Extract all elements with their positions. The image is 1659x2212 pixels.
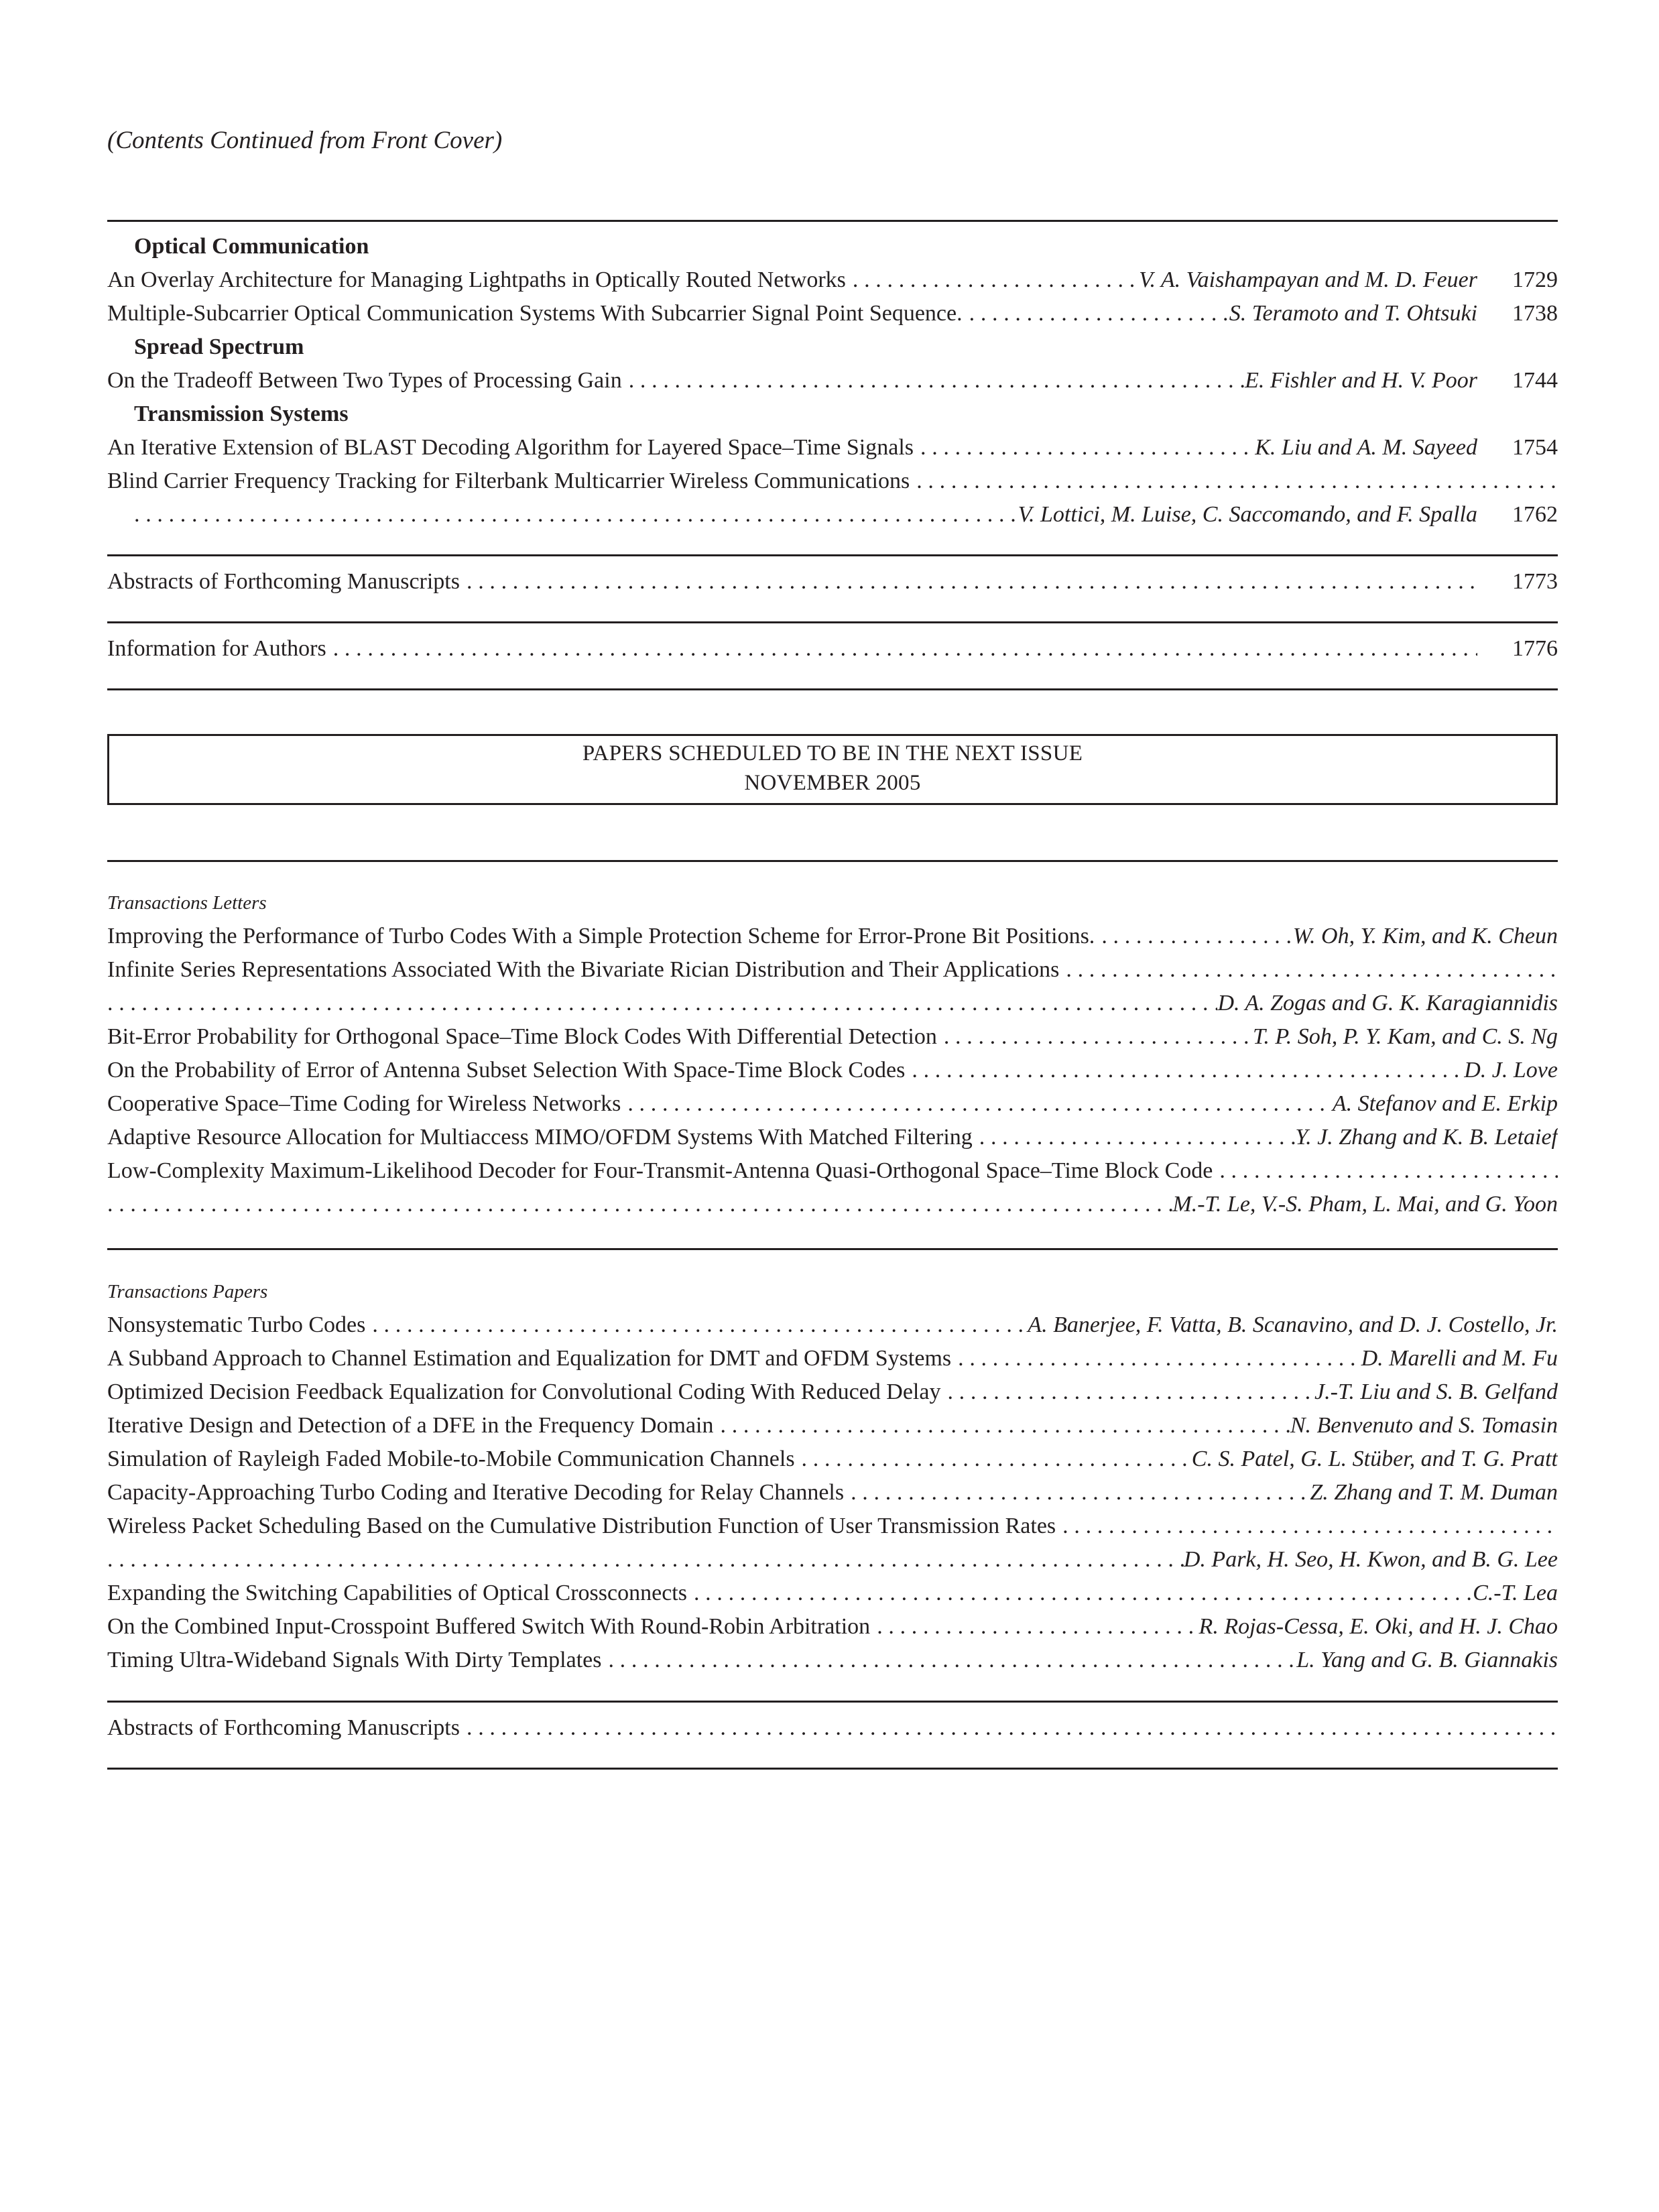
- toc-entry-title: On the Tradeoff Between Two Types of Processing Gain: [107, 368, 622, 393]
- scheduled-authors: C. S. Patel, G. L. Stüber, and T. G. Pratt: [1191, 1447, 1558, 1471]
- section-label-papers: Transactions Papers: [107, 1281, 268, 1302]
- toc-entry-title: Multiple-Subcarrier Optical Communication Systems With Subcarrier Signal Point Sequence.: [107, 301, 963, 326]
- scheduled-authors: M.-T. Le, V.-S. Pham, L. Mai, and G. Yoon: [1172, 1192, 1558, 1217]
- dot-leader: [107, 498, 1018, 532]
- section-heading-spread: Spread Spectrum: [134, 334, 304, 359]
- dot-leader: [714, 1409, 1290, 1442]
- scheduled-title: Cooperative Space–Time Coding for Wireless Networks: [107, 1091, 621, 1116]
- scheduled-paper[interactable]: [107, 1375, 1558, 1409]
- scheduled-letter-line2[interactable]: [107, 1188, 1558, 1221]
- toc-entry-title: An Iterative Extension of BLAST Decoding Algorithm for Layered Space–Time Signals: [107, 435, 914, 460]
- scheduled-paper[interactable]: [107, 1308, 1558, 1342]
- scheduled-paper[interactable]: [107, 1644, 1558, 1677]
- scheduled-authors: C.-T. Lea: [1473, 1581, 1558, 1605]
- scheduled-paper[interactable]: [107, 1442, 1558, 1476]
- dot-leader: [460, 1711, 1558, 1745]
- scheduled-title: Abstracts of Forthcoming Manuscripts: [107, 1715, 460, 1740]
- scheduled-paper[interactable]: [107, 1409, 1558, 1442]
- next-issue-date: NOVEMBER 2005: [744, 771, 921, 795]
- scheduled-letter[interactable]: [107, 1087, 1558, 1121]
- scheduled-letter-line2[interactable]: [107, 987, 1558, 1020]
- dot-leader: [460, 565, 1477, 599]
- dot-leader: [963, 297, 1229, 330]
- scheduled-letter[interactable]: [107, 1121, 1558, 1154]
- toc-entry-abstracts[interactable]: [107, 565, 1558, 599]
- divider: [107, 1248, 1558, 1250]
- dot-leader: [1056, 1510, 1558, 1543]
- dot-leader: [601, 1644, 1296, 1677]
- scheduled-title: Optimized Decision Feedback Equalization for Convolutional Coding With Reduced Delay: [107, 1379, 941, 1404]
- scheduled-title: Iterative Design and Detection of a DFE in the Frequency Domain: [107, 1413, 714, 1438]
- toc-entry-authors: S. Teramoto and T. Ohtsuki: [1229, 301, 1477, 326]
- toc-entry[interactable]: [107, 431, 1558, 465]
- scheduled-title: Expanding the Switching Capabilities of Optical Crossconnects: [107, 1581, 687, 1605]
- section-label-letters: Transactions Letters: [107, 892, 267, 914]
- toc-entry-page: 1776: [1512, 636, 1558, 661]
- scheduled-letter[interactable]: [107, 1054, 1558, 1087]
- scheduled-authors: D. Marelli and M. Fu: [1361, 1346, 1558, 1371]
- next-issue-title: PAPERS SCHEDULED TO BE IN THE NEXT ISSUE: [582, 741, 1083, 765]
- scheduled-authors: D. J. Love: [1464, 1058, 1558, 1083]
- scheduled-title: A Subband Approach to Channel Estimation and Equalization for DMT and OFDM Systems: [107, 1346, 952, 1371]
- scheduled-paper-line2[interactable]: [107, 1543, 1558, 1577]
- divider: [107, 621, 1558, 623]
- scheduled-letter-line1[interactable]: [107, 1154, 1558, 1188]
- divider: [107, 1701, 1558, 1703]
- scheduled-authors: J.-T. Liu and S. B. Gelfand: [1314, 1379, 1558, 1404]
- scheduled-title: Infinite Series Representations Associated With the Bivariate Rician Distribution and Their Applications: [107, 957, 1060, 982]
- scheduled-title: Bit-Error Probability for Orthogonal Space–Time Block Codes With Differential Detection: [107, 1024, 937, 1049]
- section-heading-transmission: Transmission Systems: [134, 402, 349, 426]
- scheduled-paper[interactable]: [107, 1342, 1558, 1375]
- scheduled-authors: T. P. Soh, P. Y. Kam, and C. S. Ng: [1252, 1024, 1558, 1049]
- toc-entry-info[interactable]: [107, 632, 1558, 666]
- scheduled-authors: W. Oh, Y. Kim, and K. Cheun: [1292, 924, 1558, 948]
- dot-leader: [1213, 1154, 1558, 1188]
- divider: [107, 860, 1558, 862]
- scheduled-title: On the Combined Input-Crosspoint Buffered Switch With Round-Robin Arbitration: [107, 1614, 871, 1639]
- dot-leader: [905, 1054, 1464, 1087]
- scheduled-authors: D. A. Zogas and G. K. Karagiannidis: [1217, 991, 1558, 1016]
- dot-leader: [622, 364, 1245, 397]
- divider: [107, 554, 1558, 556]
- scheduled-letter[interactable]: [107, 1020, 1558, 1054]
- dot-leader: [326, 632, 1477, 666]
- toc-entry-authors: V. A. Vaishampayan and M. D. Feuer: [1139, 267, 1477, 292]
- scheduled-title: On the Probability of Error of Antenna Subset Selection With Space-Time Block Codes: [107, 1058, 906, 1083]
- scheduled-authors: D. Park, H. Seo, H. Kwon, and B. G. Lee: [1183, 1547, 1558, 1572]
- dot-leader: [870, 1610, 1199, 1644]
- scheduled-title: Nonsystematic Turbo Codes: [107, 1312, 366, 1337]
- scheduled-authors: Y. J. Zhang and K. B. Letaief: [1295, 1125, 1558, 1150]
- dot-leader: [107, 1188, 1172, 1221]
- dot-leader: [937, 1020, 1253, 1054]
- contents-continued-label: (Contents Continued from Front Cover): [107, 127, 503, 154]
- scheduled-authors: A. Stefanov and E. Erkip: [1332, 1091, 1558, 1116]
- dot-leader: [107, 1543, 1184, 1577]
- toc-entry-line2[interactable]: [107, 498, 1558, 532]
- dot-leader: [107, 987, 1217, 1020]
- toc-entry[interactable]: [107, 297, 1558, 330]
- scheduled-authors: N. Benvenuto and S. Tomasin: [1290, 1413, 1558, 1438]
- dot-leader: [846, 263, 1139, 297]
- scheduled-paper[interactable]: [107, 1476, 1558, 1510]
- toc-entry-title: Abstracts of Forthcoming Manuscripts: [107, 569, 460, 594]
- scheduled-authors: R. Rojas-Cessa, E. Oki, and H. J. Chao: [1199, 1614, 1558, 1639]
- toc-entry-page: 1744: [1512, 368, 1558, 393]
- divider: [107, 688, 1558, 690]
- dot-leader: [621, 1087, 1332, 1121]
- next-issue-box: [107, 734, 1558, 805]
- scheduled-title: Adaptive Resource Allocation for Multiaccess MIMO/OFDM Systems With Matched Filtering: [107, 1125, 973, 1150]
- toc-entry-page: 1773: [1512, 569, 1558, 594]
- scheduled-title: Wireless Packet Scheduling Based on the Cumulative Distribution Function of User Transmission Rates: [107, 1514, 1056, 1538]
- toc-entry-page: 1729: [1512, 267, 1558, 292]
- dot-leader: [914, 431, 1255, 465]
- toc-entry-page: 1738: [1512, 301, 1558, 326]
- scheduled-title: Simulation of Rayleigh Faded Mobile-to-Mobile Communication Channels: [107, 1447, 795, 1471]
- dot-leader: [1095, 920, 1293, 953]
- dot-leader: [687, 1577, 1473, 1610]
- scheduled-paper-line1[interactable]: [107, 1510, 1558, 1543]
- scheduled-paper[interactable]: [107, 1577, 1558, 1610]
- dot-leader: [365, 1308, 1028, 1342]
- toc-entry-page: 1754: [1512, 435, 1558, 460]
- toc-entry-authors: E. Fishler and H. V. Poor: [1245, 368, 1477, 393]
- toc-entry-title: Blind Carrier Frequency Tracking for Filterbank Multicarrier Wireless Communications: [107, 469, 910, 493]
- scheduled-authors: L. Yang and G. B. Giannakis: [1296, 1648, 1558, 1672]
- dot-leader: [1059, 953, 1558, 987]
- scheduled-authors: Z. Zhang and T. M. Duman: [1310, 1480, 1558, 1505]
- scheduled-authors: A. Banerjee, F. Vatta, B. Scanavino, and D. J. Costello, Jr.: [1028, 1312, 1558, 1337]
- toc-entry-authors: V. Lottici, M. Luise, C. Saccomando, and F. Spalla: [1018, 502, 1477, 527]
- divider: [107, 220, 1558, 222]
- scheduled-abstracts[interactable]: [107, 1711, 1558, 1745]
- scheduled-title: Timing Ultra-Wideband Signals With Dirty Templates: [107, 1648, 602, 1672]
- scheduled-letter[interactable]: [107, 920, 1558, 953]
- dot-leader: [910, 465, 1558, 498]
- dot-leader: [940, 1375, 1314, 1409]
- scheduled-letter-line1[interactable]: [107, 953, 1558, 987]
- toc-entry-authors: K. Liu and A. M. Sayeed: [1255, 435, 1477, 460]
- scheduled-title: Capacity-Approaching Turbo Coding and Iterative Decoding for Relay Channels: [107, 1480, 845, 1505]
- dot-leader: [973, 1121, 1296, 1154]
- toc-entry[interactable]: [107, 263, 1558, 297]
- toc-entry-line1[interactable]: [107, 465, 1558, 498]
- toc-entry[interactable]: [107, 364, 1558, 397]
- scheduled-paper[interactable]: [107, 1610, 1558, 1644]
- toc-entry-page: 1762: [1512, 502, 1558, 527]
- toc-entry-title: An Overlay Architecture for Managing Lightpaths in Optically Routed Networks: [107, 267, 846, 292]
- divider: [107, 1768, 1558, 1770]
- toc-entry-title: Information for Authors: [107, 636, 326, 661]
- scheduled-title: Improving the Performance of Turbo Codes With a Simple Protection Scheme for Error-Prone Bit Positions.: [107, 924, 1095, 948]
- dot-leader: [951, 1342, 1361, 1375]
- section-heading-optical: Optical Communication: [134, 234, 369, 259]
- scheduled-title: Low-Complexity Maximum-Likelihood Decoder for Four-Transmit-Antenna Quasi-Orthogonal Space–Time Block Code: [107, 1158, 1213, 1183]
- dot-leader: [844, 1476, 1310, 1510]
- dot-leader: [795, 1442, 1192, 1476]
